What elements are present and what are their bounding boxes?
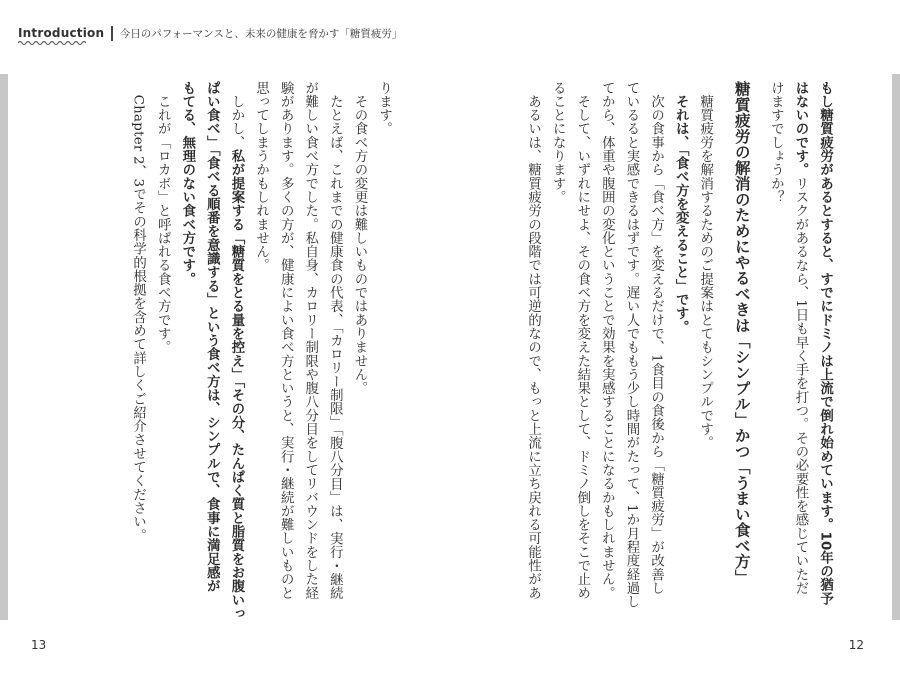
paragraph-line (668, 81, 693, 616)
paragraph-line: けますでしょうか？ (768, 81, 784, 204)
paragraph-line: ります。 (376, 81, 392, 136)
bold-text: もし糖質疲労があるとすると、すでにドミノは上流で倒れ始めています。10年の猶予 (817, 81, 833, 606)
bold-text: ぱい食べ」「食べる順番を意識する」という食べ方は、シンプルで、食事に満足感が (204, 81, 220, 593)
wave-underline-icon (18, 40, 86, 46)
paragraph-line (223, 81, 248, 621)
paragraph-line: 糖質疲労を解消するためのご提案はとてもシンプルです。 (697, 81, 713, 450)
bold-text: 私が提案する「糖質をとる量を控え」「その分、たんぱく質と脂質をお腹いっ (228, 149, 244, 621)
paragraph-line: その食べ方の変更は難しいものではありません。 (351, 81, 367, 395)
body-text: しかし、 (228, 81, 244, 150)
bold-text: それは、「食べ方を変えること」 (673, 81, 689, 293)
paragraph-line: あるいは、糖質疲労の段階では可逆的なので、もっと上流に立ち戻れる可能性があ (525, 81, 541, 600)
paragraph-line (199, 81, 224, 616)
left-page-edge-tab (0, 74, 8, 620)
bold-text: はないのです。 (792, 81, 808, 177)
paragraph-line: 次の食事から「食べ方」を変えるだけで、1食目の食後から「糖質疲労」が改善し (648, 81, 664, 595)
page-number-right: 12 (848, 638, 864, 652)
page-number-left: 13 (31, 638, 47, 652)
paragraph-line: ているると実感できるはずです。遅い人でももう少し時間がたって、1か月程度経過し (623, 81, 639, 609)
paragraph-line (787, 81, 812, 616)
paragraph-line: てから、体重や腹囲の変化ということで効果を実感することになるかもしれません。 (599, 81, 615, 600)
right-page-edge-tab (892, 74, 900, 620)
section-heading: 糖質疲労の解消のためにやるべきは「シンプル」かつ「うまい食べ方」 (732, 81, 751, 585)
paragraph-line: そして、いずれにせよ、その食べ方を変えた結果として、ドミノ倒しをそこで止め (574, 81, 590, 600)
chapter-subtitle: 今日のパフォーマンスと、未来の健康を脅かす「糖質疲労」 (119, 27, 403, 40)
section-label: Introduction (18, 26, 105, 40)
left-page-body (125, 81, 396, 621)
paragraph-line: 験があります。多くの方が、健康によい食べ方というと、実行・継続が難しいものと (278, 81, 294, 600)
bold-text: もてる、無理のない食べ方です。 (179, 81, 195, 286)
bold-text: です。 (673, 292, 689, 334)
right-page-body (520, 81, 837, 616)
header-divider (111, 26, 113, 41)
paragraph-line: ることになります。 (550, 81, 566, 204)
paragraph-line (174, 81, 199, 616)
paragraph-line: Chapter 2、3でその科学的根拠を含めて詳しくご紹介させてください。 (130, 81, 146, 543)
paragraph-line: 思ってしまうかもしれません。 (253, 81, 269, 273)
paragraph-line (812, 81, 837, 616)
body-text: リスクがあるなら、1日も早く手を打つ。その必要性を感じていただ (792, 176, 808, 595)
paragraph-line: が難しい食べ方でした。私自身、カロリー制限や腹八分目をしてリバウンドをした経 (302, 81, 318, 600)
paragraph-line: たとえば、これまでの健康食の代表、「カロリー制限」「腹八分目」は、実行・継続 (327, 81, 343, 600)
paragraph-line: これが「ロカボ」と呼ばれる食べ方です。 (155, 81, 171, 354)
